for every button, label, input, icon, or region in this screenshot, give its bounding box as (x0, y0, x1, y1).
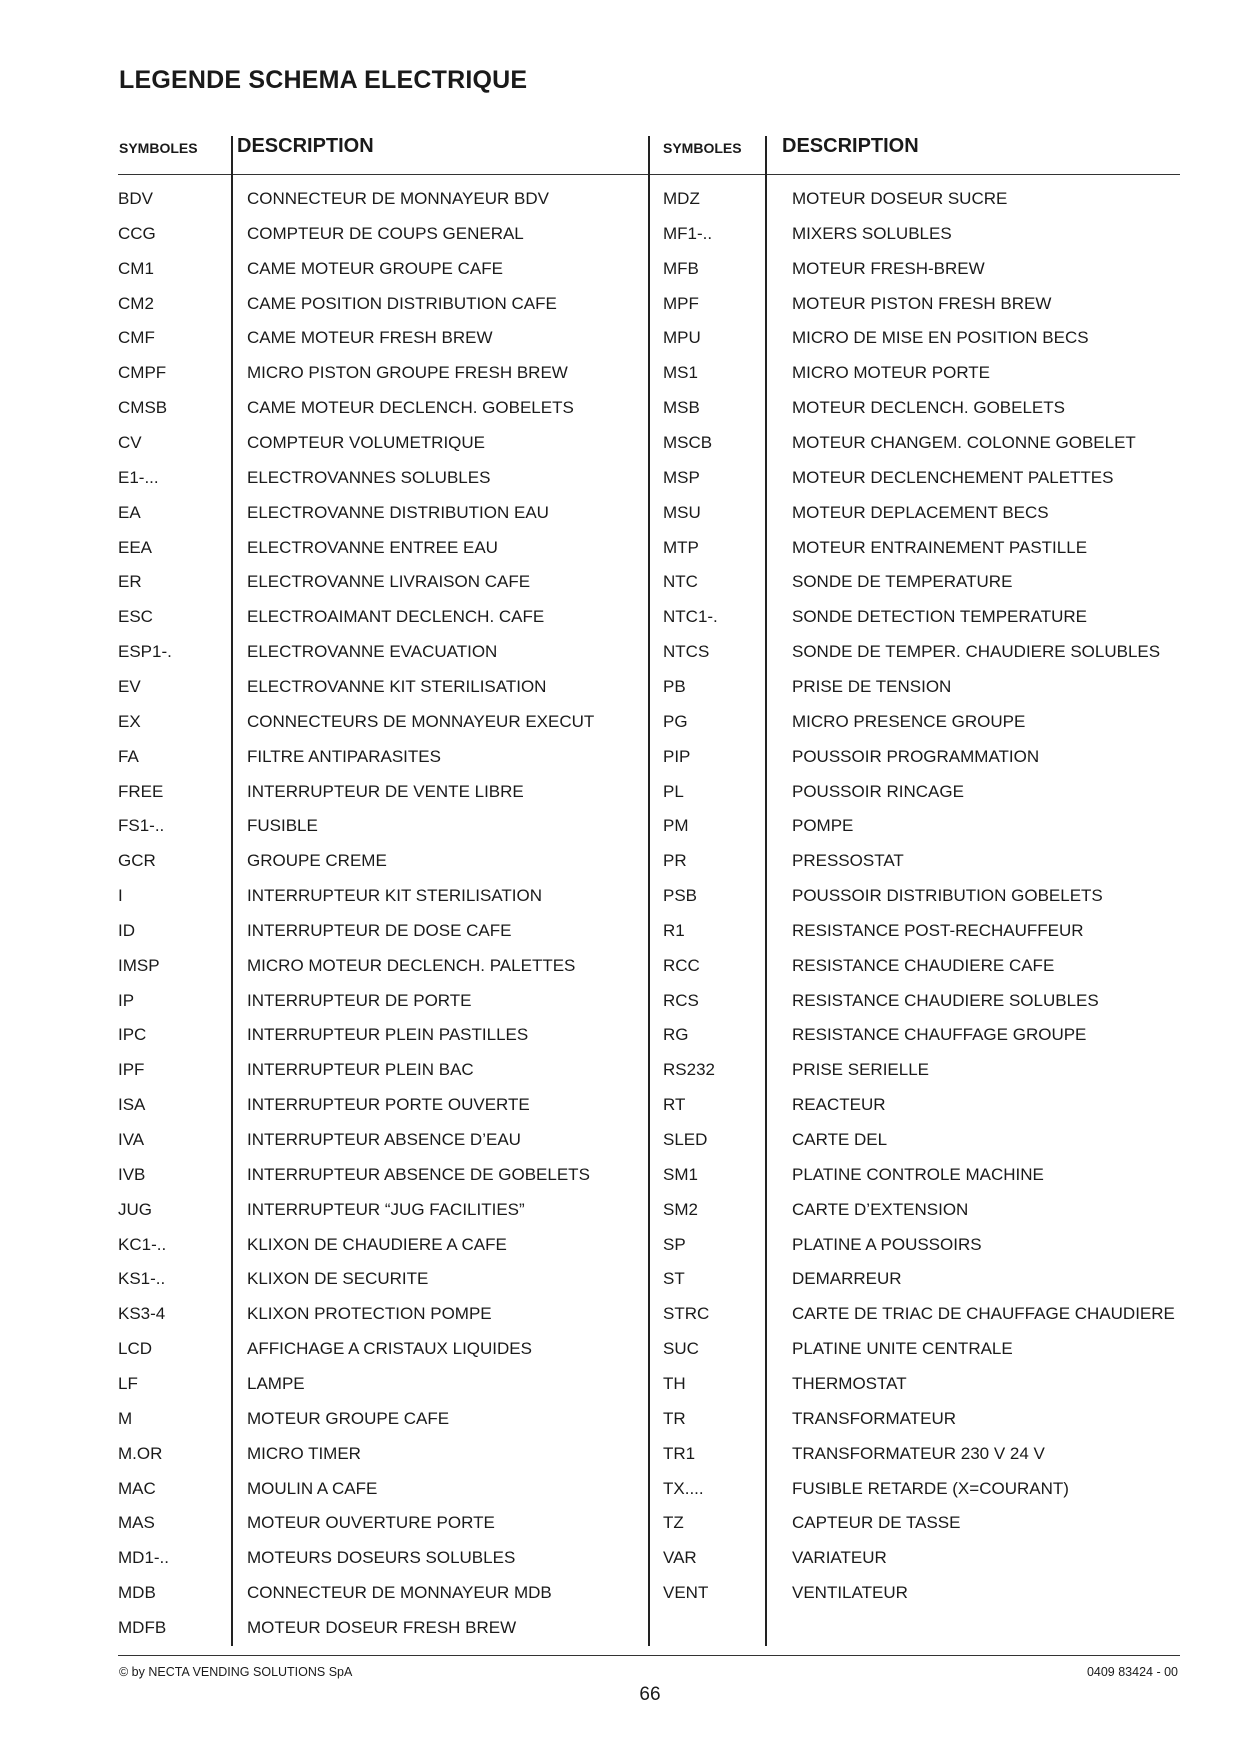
legend-description: PLATINE UNITE CENTRALE (792, 1339, 1013, 1358)
legend-description: PLATINE A POUSSOIRS (792, 1234, 982, 1254)
legend-description: MOTEUR DECLENCHEMENT PALETTES (792, 467, 1114, 487)
legend-symbol: IVA (118, 1130, 145, 1149)
legend-description: INTERRUPTEUR DE VENTE LIBRE (247, 781, 524, 801)
legend-symbol: PIP (663, 746, 691, 766)
legend-symbol: NTC (663, 572, 698, 592)
page-number: 66 (639, 1684, 661, 1705)
legend-symbol: MDB (118, 1583, 156, 1602)
legend-symbol: EA (118, 502, 141, 522)
legend-description: INTERRUPTEUR PORTE OUVERTE (247, 1095, 530, 1115)
legend-description: INTERRUPTEUR “JUG FACILITIES” (247, 1199, 525, 1219)
legend-description: MICRO TIMER (247, 1443, 361, 1463)
legend-symbol: FA (118, 746, 139, 766)
legend-description: COMPTEUR VOLUMETRIQUE (247, 433, 486, 452)
legend-description: CAME MOTEUR FRESH BREW (247, 328, 493, 348)
legend-symbol: PG (663, 711, 688, 731)
legend-symbol: ISA (118, 1095, 146, 1115)
legend-symbol: SP (663, 1234, 686, 1254)
legend-description: PRESSOSTAT (792, 851, 904, 871)
legend-symbol: TH (663, 1373, 686, 1393)
legend-symbol: ESP1-. (118, 642, 172, 661)
legend-symbol: MDFB (118, 1617, 167, 1637)
legend-symbol: E1-... (118, 467, 159, 487)
legend-symbol: KS3-4 (118, 1304, 166, 1324)
legend-symbol: GCR (118, 851, 156, 871)
legend-symbol: NTC1-. (663, 607, 718, 627)
legend-symbol: RG (663, 1025, 689, 1045)
legend-symbol: RS232 (663, 1060, 715, 1080)
legend-description: CONNECTEUR DE MONNAYEUR MDB (247, 1583, 552, 1602)
legend-description: ELECTROVANNE DISTRIBUTION EAU (247, 502, 549, 522)
column-divider-center (648, 136, 650, 1646)
legend-symbol: MTP (663, 537, 699, 557)
legend-description: INTERRUPTEUR PLEIN BAC (247, 1060, 474, 1080)
legend-description: RESISTANCE CHAUDIERE SOLUBLES (792, 990, 1099, 1010)
footer-rule (118, 1655, 1180, 1656)
legend-description: CARTE D’EXTENSION (792, 1199, 969, 1219)
legend-description: ELECTROVANNES SOLUBLES (247, 467, 491, 487)
legend-symbol: SM2 (663, 1199, 698, 1219)
legend-symbol: MPF (663, 293, 699, 313)
legend-symbol: MPU (663, 328, 701, 348)
legend-description: MICRO DE MISE EN POSITION BECS (792, 328, 1089, 348)
legend-description: POUSSOIR RINCAGE (792, 781, 964, 801)
legend-symbol: MSCB (663, 433, 713, 452)
legend-description: ELECTROAIMANT DECLENCH. CAFE (247, 607, 545, 627)
legend-symbol: PB (663, 676, 686, 696)
legend-symbol: RCS (663, 990, 699, 1010)
legend-symbol: LCD (118, 1339, 153, 1358)
legend-symbol: TZ (663, 1513, 684, 1533)
legend-description: VARIATEUR (792, 1548, 887, 1568)
legend-description: TRANSFORMATEUR (792, 1408, 957, 1428)
legend-symbol: VAR (663, 1548, 697, 1568)
legend-description: MIXERS SOLUBLES (792, 223, 952, 243)
legend-description: CAME POSITION DISTRIBUTION CAFE (247, 293, 557, 313)
legend-description: ELECTROVANNE LIVRAISON CAFE (247, 572, 531, 592)
legend-symbol: ER (118, 572, 142, 592)
legend-description: KLIXON PROTECTION POMPE (247, 1304, 492, 1324)
legend-description: SONDE DETECTION TEMPERATURE (792, 607, 1088, 627)
legend-symbol: EEA (118, 537, 153, 557)
legend-description: MICRO MOTEUR DECLENCH. PALETTES (247, 955, 576, 975)
legend-description: PRISE DE TENSION (792, 676, 952, 696)
legend-description: SONDE DE TEMPER. CHAUDIERE SOLUBLES (792, 642, 1161, 661)
legend-description: FILTRE ANTIPARASITES (247, 746, 441, 766)
legend-symbol: TR1 (663, 1443, 696, 1463)
legend-description: FUSIBLE RETARDE (X=COURANT) (792, 1478, 1069, 1498)
legend-symbol: I (118, 886, 123, 905)
legend-symbol: LF (118, 1373, 138, 1393)
legend-description: COMPTEUR DE COUPS GENERAL (247, 223, 524, 243)
legend-description: PRISE SERIELLE (792, 1060, 930, 1080)
legend-symbol: CMF (118, 328, 155, 348)
legend-description: LAMPE (247, 1373, 305, 1393)
legend-symbol: IPC (118, 1025, 147, 1045)
legend-symbol: IVB (118, 1164, 146, 1184)
legend-description: CONNECTEUR DE MONNAYEUR BDV (247, 189, 549, 208)
legend-symbol: CM2 (118, 293, 154, 313)
legend-description: POUSSOIR DISTRIBUTION GOBELETS (792, 886, 1103, 905)
legend-description: INTERRUPTEUR ABSENCE D’EAU (247, 1130, 521, 1149)
legend-symbol: PM (663, 816, 689, 836)
legend-description: TRANSFORMATEUR 230 V 24 V (792, 1443, 1045, 1463)
legend-description: INTERRUPTEUR DE DOSE CAFE (247, 920, 512, 940)
legend-description: PLATINE CONTROLE MACHINE (792, 1164, 1044, 1184)
legend-description: GROUPE CREME (247, 851, 387, 871)
legend-symbol: STRC (663, 1304, 710, 1324)
legend-description: MOULIN A CAFE (247, 1478, 378, 1498)
legend-description: KLIXON DE CHAUDIERE A CAFE (247, 1234, 507, 1254)
legend-symbol: EX (118, 711, 141, 731)
legend-symbol: MAC (118, 1478, 156, 1498)
legend-symbol: BDV (118, 189, 153, 208)
legend-symbol: CM1 (118, 258, 154, 278)
column-divider-right (765, 136, 767, 1646)
legend-description: INTERRUPTEUR PLEIN PASTILLES (247, 1025, 529, 1045)
page-title: LEGENDE SCHEMA ELECTRIQUE (119, 66, 528, 94)
legend-symbol: MF1-.. (663, 223, 713, 243)
legend-symbol: PSB (663, 886, 698, 905)
legend-symbol: ID (118, 920, 135, 940)
legend-symbol: KC1-.. (118, 1234, 167, 1254)
legend-symbol: R1 (663, 920, 685, 940)
legend-symbol: FS1-.. (118, 816, 165, 836)
legend-symbol: MD1-.. (118, 1548, 169, 1568)
legend-symbol: RCC (663, 955, 700, 975)
legend-description: MOTEUR DECLENCH. GOBELETS (792, 398, 1065, 418)
legend-symbol: M.OR (118, 1443, 163, 1463)
legend-description: SONDE DE TEMPERATURE (792, 572, 1013, 592)
legend-description: MICRO PRESENCE GROUPE (792, 711, 1026, 731)
footer-copyright: © by NECTA VENDING SOLUTIONS SpA (119, 1665, 353, 1679)
legend-symbol: FREE (118, 781, 164, 801)
legend-description: CONNECTEURS DE MONNAYEUR EXECUT (247, 711, 595, 731)
legend-description: AFFICHAGE A CRISTAUX LIQUIDES (247, 1339, 532, 1358)
legend-symbol: NTCS (663, 642, 710, 661)
column-divider-left (231, 136, 233, 1646)
legend-symbol: JUG (118, 1199, 152, 1219)
legend-description: INTERRUPTEUR ABSENCE DE GOBELETS (247, 1164, 590, 1184)
legend-description: INTERRUPTEUR DE PORTE (247, 990, 472, 1010)
legend-description: POUSSOIR PROGRAMMATION (792, 746, 1040, 766)
legend-description: CAME MOTEUR DECLENCH. GOBELETS (247, 398, 574, 418)
legend-description: MICRO PISTON GROUPE FRESH BREW (247, 363, 568, 383)
legend-symbol: VENT (663, 1583, 709, 1602)
legend-symbol: IMSP (118, 955, 160, 975)
legend-symbol: PR (663, 851, 687, 871)
header-symbols-right: SYMBOLES (663, 140, 742, 156)
legend-symbol: TX.... (663, 1478, 704, 1498)
legend-symbol: CMSB (118, 398, 168, 418)
legend-description: VENTILATEUR (792, 1583, 908, 1602)
legend-description: REACTEUR (792, 1095, 886, 1115)
header-symbols-left: SYMBOLES (119, 140, 198, 156)
legend-description: MOTEUR DOSEUR SUCRE (792, 189, 1008, 208)
legend-description: MOTEUR ENTRAINEMENT PASTILLE (792, 537, 1088, 557)
legend-symbol: MAS (118, 1513, 155, 1533)
legend-description: THERMOSTAT (792, 1373, 907, 1393)
legend-description: ELECTROVANNE EVACUATION (247, 642, 498, 661)
legend-description: ELECTROVANNE ENTREE EAU (247, 537, 498, 557)
legend-description: FUSIBLE (247, 816, 318, 836)
legend-description: MOTEUR PISTON FRESH BREW (792, 293, 1052, 313)
legend-description: MOTEURS DOSEURS SOLUBLES (247, 1548, 516, 1568)
legend-symbol: PL (663, 781, 684, 801)
header-description-right: DESCRIPTION (782, 135, 919, 157)
legend-description: CAPTEUR DE TASSE (792, 1513, 961, 1533)
legend-symbol: MSU (663, 502, 701, 522)
legend-description: CARTE DE TRIAC DE CHAUFFAGE CHAUDIERE (792, 1304, 1175, 1324)
legend-description: CARTE DEL (792, 1130, 888, 1149)
legend-symbol: IPF (118, 1060, 145, 1080)
legend-symbol: CV (118, 433, 142, 452)
legend-description: RESISTANCE CHAUFFAGE GROUPE (792, 1025, 1087, 1045)
legend-symbol: MSP (663, 467, 700, 487)
legend-symbol: CCG (118, 223, 156, 243)
legend-symbol: RT (663, 1095, 686, 1115)
legend-description: MOTEUR FRESH-BREW (792, 258, 985, 278)
legend-symbol: ESC (118, 607, 153, 627)
legend-symbol: MFB (663, 258, 699, 278)
legend-symbol: CMPF (118, 363, 167, 383)
legend-symbol: EV (118, 676, 141, 696)
legend-symbol: M (118, 1408, 133, 1428)
legend-symbol: MDZ (663, 189, 700, 208)
legend-symbol: SM1 (663, 1164, 698, 1184)
legend-description: MOTEUR DOSEUR FRESH BREW (247, 1617, 517, 1637)
legend-description: MOTEUR GROUPE CAFE (247, 1408, 450, 1428)
legend-description: INTERRUPTEUR KIT STERILISATION (247, 886, 543, 905)
legend-symbol: KS1-.. (118, 1269, 166, 1289)
legend-description: MOTEUR DEPLACEMENT BECS (792, 502, 1049, 522)
legend-symbol: SUC (663, 1339, 699, 1358)
legend-symbol: IP (118, 990, 135, 1010)
legend-description: ELECTROVANNE KIT STERILISATION (247, 676, 547, 696)
legend-symbol: TR (663, 1408, 686, 1428)
legend-symbol: ST (663, 1269, 685, 1289)
legend-symbol: MSB (663, 398, 700, 418)
legend-description: POMPE (792, 816, 854, 836)
header-description-left: DESCRIPTION (237, 135, 374, 157)
legend-description: RESISTANCE CHAUDIERE CAFE (792, 955, 1055, 975)
legend-description: KLIXON DE SECURITE (247, 1269, 429, 1289)
legend-description: MICRO MOTEUR PORTE (792, 363, 991, 383)
legend-symbol: MS1 (663, 363, 698, 383)
footer-doc-code: 0409 83424 - 00 (1086, 1665, 1178, 1679)
legend-description: CAME MOTEUR GROUPE CAFE (247, 258, 503, 278)
legend-description: MOTEUR OUVERTURE PORTE (247, 1513, 495, 1533)
legend-symbol: SLED (663, 1130, 708, 1149)
legend-description: MOTEUR CHANGEM. COLONNE GOBELET (792, 433, 1136, 452)
legend-description: RESISTANCE POST-RECHAUFFEUR (792, 920, 1084, 940)
legend-description: DEMARREUR (792, 1269, 902, 1289)
